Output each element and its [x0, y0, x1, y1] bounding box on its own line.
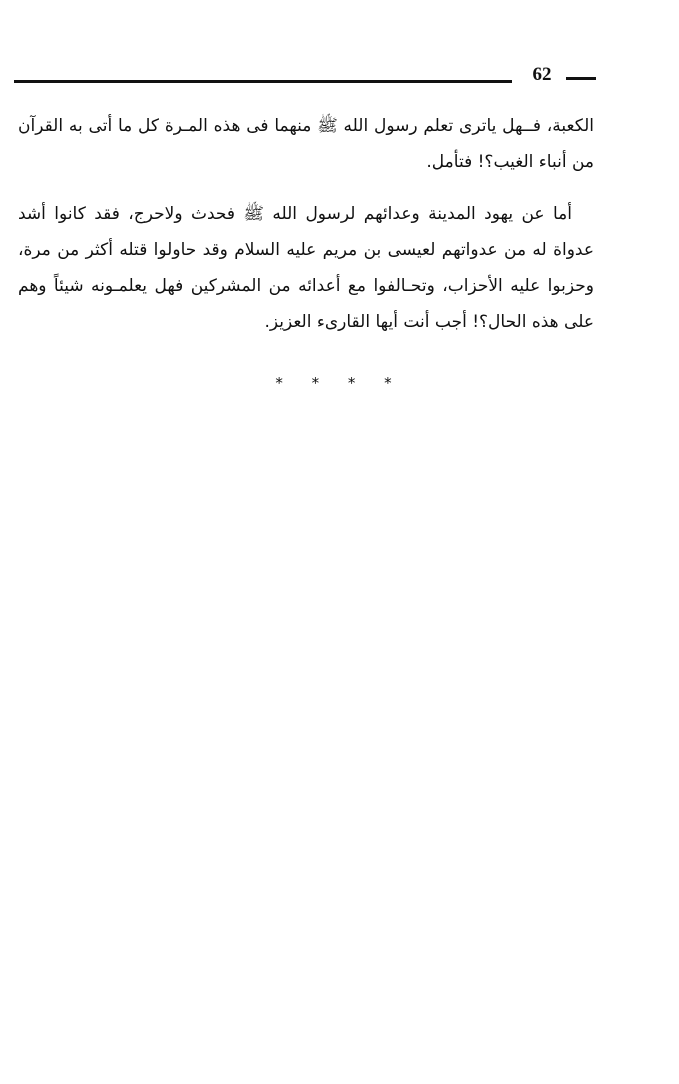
paragraph-1: الكعبة، فــهل ياترى تعلم رسول الله ﷺ منهما فى هذه المـرة كل ما أتى به القرآن من أنباء الغيب؟! فتأمل. [18, 116, 594, 172]
paragraph-spacer [18, 180, 594, 196]
paragraph-2: أما عن يهود المدينة وعدائهم لرسول الله ﷺ فحدث ولاحرج، فقد كانوا أشد عدواة له من عدواتهم لعيسى بن مريم عليه السلام وقد حاولوا قتله أكثر من مرة، وحزبوا عليه الأحزاب، وتحـالفوا مع أعدائه من المشركين فهل يعلمـونه شيئاً وهم على هذه الحال؟! أجب أنت أيها القارىء العزيز. [18, 204, 594, 332]
header-rule-short [566, 77, 596, 80]
header-rule-long [14, 80, 512, 83]
page-header [14, 62, 596, 92]
page-number: 62 [532, 64, 552, 85]
body-text [18, 108, 594, 340]
section-separator-stars: * * * * [275, 374, 404, 392]
